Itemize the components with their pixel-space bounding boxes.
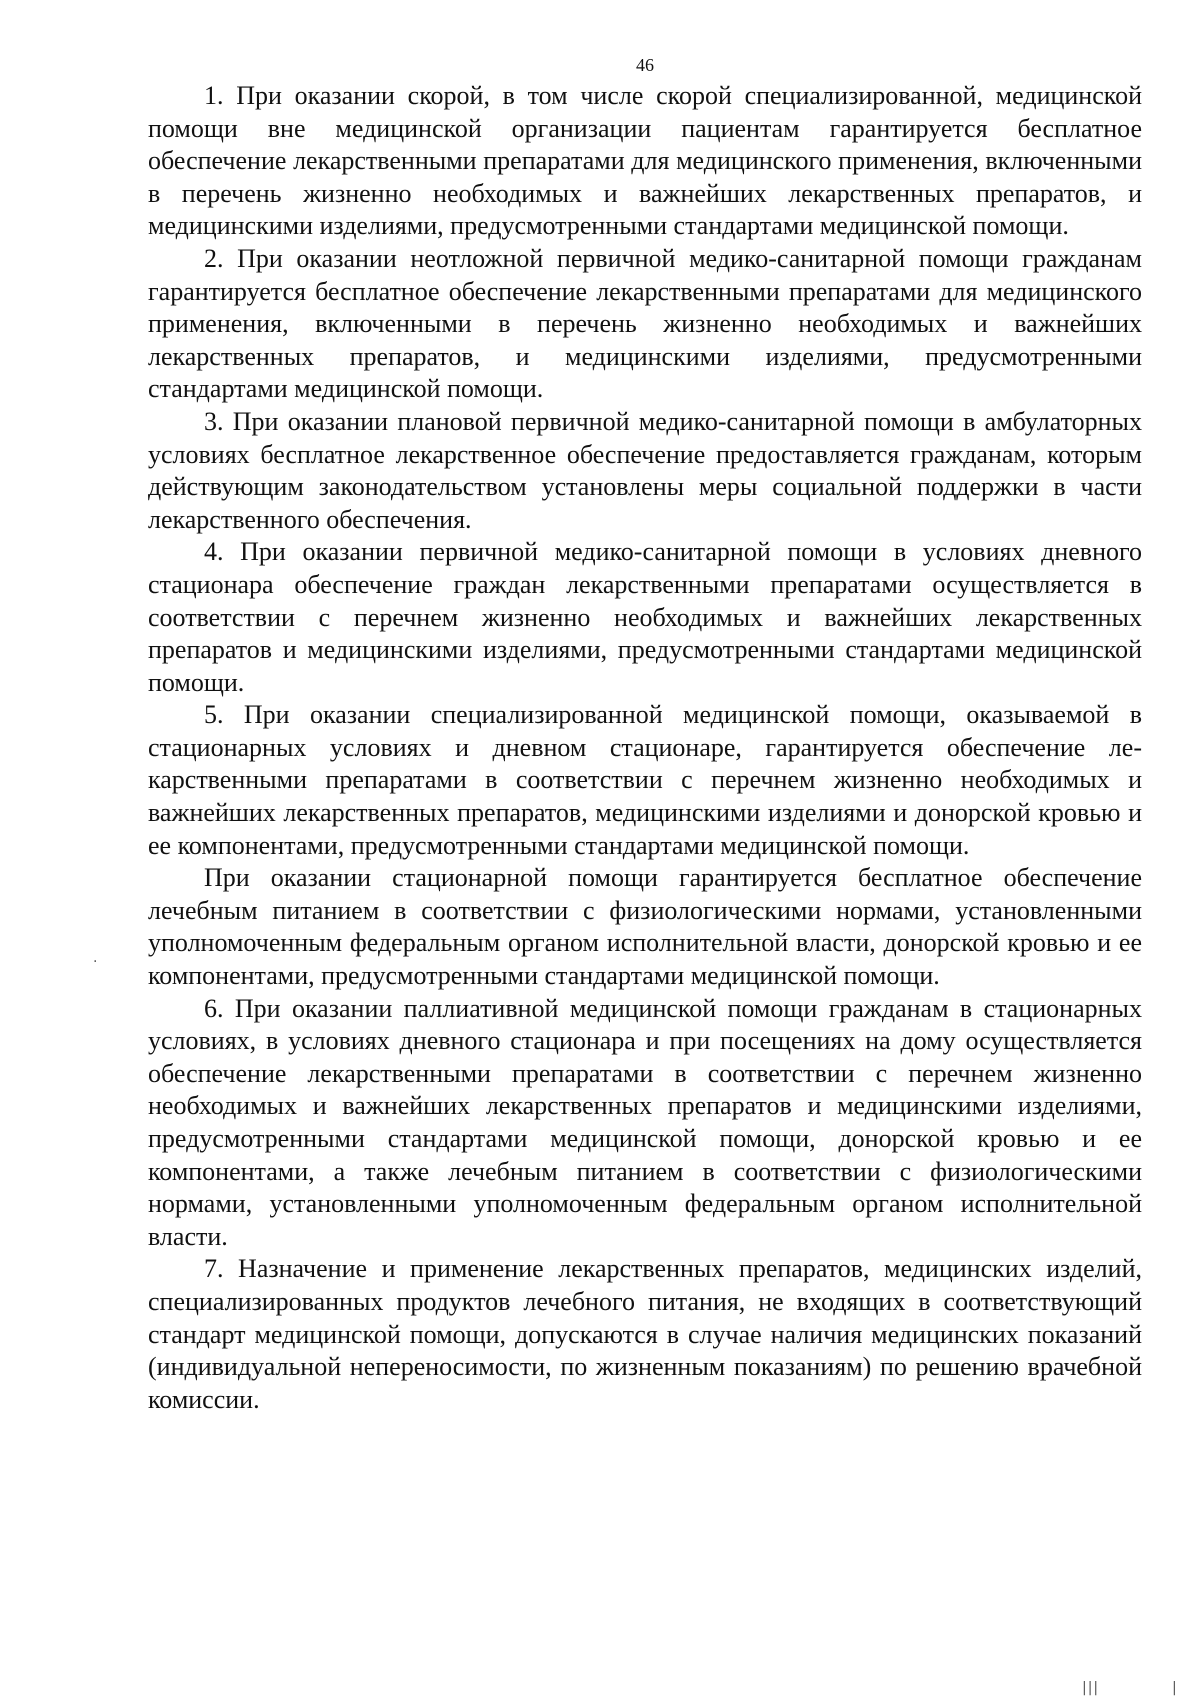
paragraph-5-continued: При оказании стационарной помощи гарантируется бесплатное обеспечение лечебным питанием в соответствии с физиологическими нормами, установленными уполномоченным федеральным органом исполнительной власти, донорской кровью и ее компонентами, предусмотренными стандартами медицинской помощи. (148, 863, 1142, 991)
paragraph-2: 2. При оказании неотложной первичной медико-санитарной помощи гражданам гарантируется бесплатное обеспечение лекарственными препаратами для медицинского применения, включенными в перечень жизненно необходимых и важнейших лекарственных препаратов, и медицинскими изделиями, предусмотренными стандартами медицинской помощи. (148, 243, 1142, 404)
document-body (148, 80, 1142, 1416)
paragraph-7: 7. Назначение и применение лекарственных препаратов, медицинских изделий, специализированных продуктов лечебного питания, не входящих в соответствующий стандарт медицинской помощи, допускаются в случае наличия медицинских показаний (индивидуальной непереносимости, по жизненным показаниям) по решению врачебной комиссии. (148, 1254, 1142, 1414)
scan-dot-mark: · (93, 954, 98, 970)
scan-bar-marks: ||| (1082, 1680, 1100, 1696)
paragraph-4: 4. При оказании первичной медико-санитарной помощи в условиях дневного стационара обеспечение граждан лекарственными препаратами осуществляется в соответствии с перечнем жизненно необходимых и важнейших лекарственных препаратов и медицинскими изделиями, предусмотренными стандартами медицинской помощи. (148, 537, 1142, 697)
page-number: 46 (636, 55, 654, 75)
paragraph-6: 6. При оказании паллиативной медицинской помощи гражданам в стационарных условиях, в условиях дневного стационара и при посещениях на дому осуществляется обеспечение лекарственными препаратами в соответствии с перечнем жизненно необходимых и важнейших лекарственных препаратов и медицинскими изделиями, предусмотренными стандартами медицинской помощи, донорской кровью и ее компонентами, а также лечебным питанием в соответствии с физиологическими нормами, установленными уполномоченным федеральным органом исполнительной власти. (148, 993, 1142, 1251)
paragraph-5: 5. При оказании специализированной медицинской помощи, оказываемой в стационарных условиях и дневном стационаре, гарантируется обеспечение лекарственными препаратами в соответствии с перечнем жизненно необходимых и важнейших лекарственных препаратов, медицинскими изделиями и донорской кровью и ее компонентами, предусмотренными стандартами медицинской помощи. (148, 700, 1142, 860)
paragraph-3: 3. При оказании плановой первичной медико-санитарной помощи в амбулаторных условиях бесплатное лекарственное обеспечение предоставляется гражданам, которым действующим законодательством установлены меры социальной поддержки в части лекарственного обеспечения. (148, 406, 1142, 534)
paragraph-1: 1. При оказании скорой, в том числе скорой специализированной, медицинской помощи вне медицинской организации пациентам гарантируется бесплатное обеспечение лекарственными препаратами для медицинского применения, включенными в перечень жизненно необходимых и важнейших лекарственных препаратов, и медицинскими изделиями, предусмотренными стандартами медицинской помощи. (148, 81, 1142, 241)
scan-tick-mark: | (1172, 1680, 1177, 1696)
